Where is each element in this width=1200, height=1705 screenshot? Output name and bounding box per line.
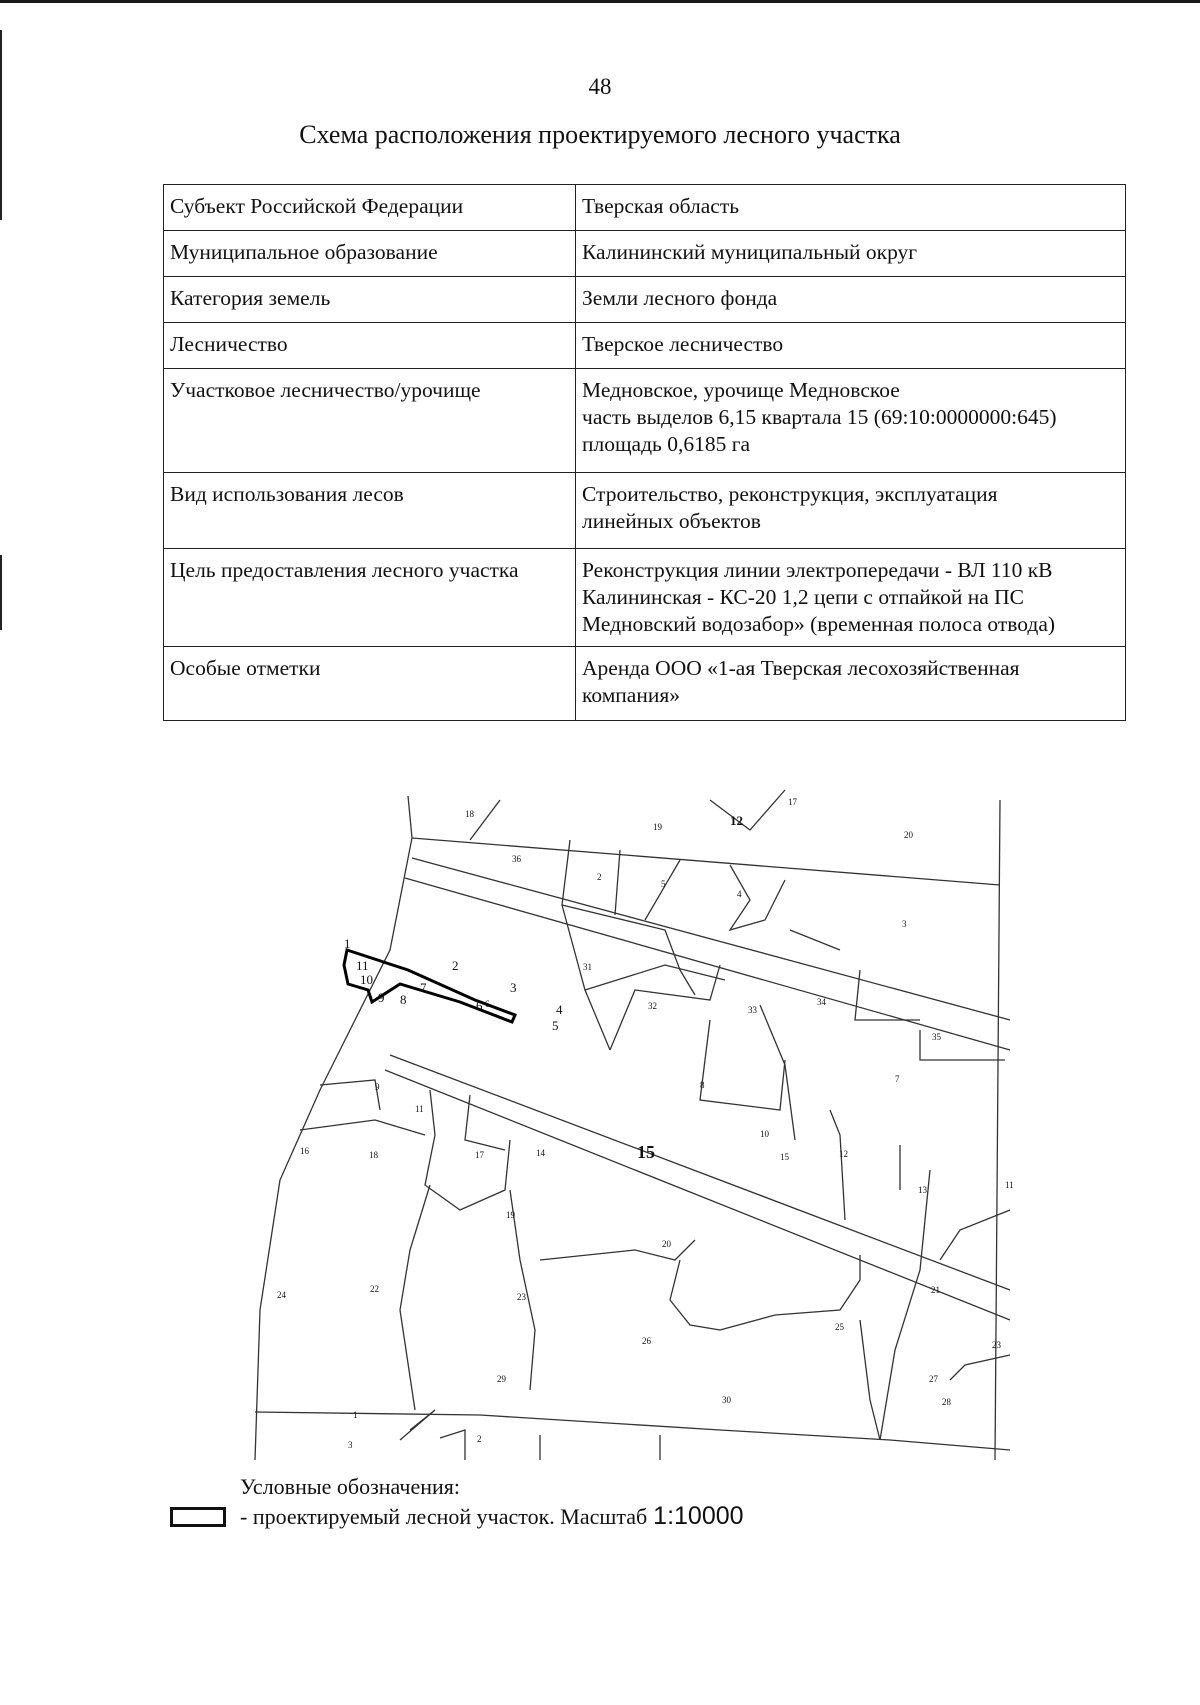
point-label: 9 — [378, 990, 385, 1005]
point-label: 2 — [452, 958, 459, 973]
table-value-line: Земли лесного фонда — [582, 286, 778, 310]
quarter-number-label: 15 — [637, 1142, 655, 1162]
plot-label: 3 — [902, 919, 907, 929]
legend-title: Условные обозначения: — [240, 1474, 461, 1499]
plot-label: 28 — [942, 1397, 951, 1407]
plot-label: 11 — [1005, 1180, 1014, 1190]
plot-label: 5 — [661, 879, 666, 889]
point-label: 6 — [476, 998, 483, 1013]
page-title: Схема расположения проектируемого лесного участка — [299, 120, 901, 149]
plot-label: 16 — [300, 1146, 309, 1156]
table-value-line: Медновское, урочище Медновское — [582, 378, 900, 402]
map-south-boundary — [255, 1412, 1010, 1450]
plot-label: 19 — [653, 822, 662, 832]
plot-label: 17 — [788, 797, 797, 807]
plot-label: 10 — [760, 1129, 769, 1139]
table-value-line: Калининская - КС-20 1,2 цепи с отпайкой на ПС — [582, 585, 1025, 609]
table-key-cell: Участковое лесничество/урочище — [164, 369, 576, 473]
table-value-line: Тверская область — [582, 194, 740, 218]
point-label: 10 — [360, 972, 373, 987]
table-key-cell: Особые отметки — [164, 647, 576, 721]
legend-item — [170, 1502, 744, 1531]
plot-label: 26 — [642, 1336, 651, 1346]
table-value-line: линейных объектов — [582, 509, 761, 533]
map-east-boundary — [995, 800, 1000, 1460]
table-value-cell — [576, 473, 1126, 549]
info-table — [163, 184, 1126, 721]
plot-label: 14 — [536, 1148, 545, 1158]
table-key-cell: Лесничество — [164, 323, 576, 369]
plot-label: 17 — [475, 1150, 484, 1160]
plot-label: 20 — [904, 830, 913, 840]
table-key-cell: Категория земель — [164, 277, 576, 323]
plot-label: 24 — [277, 1290, 286, 1300]
table-value-line: Калининский муниципальный округ — [582, 240, 918, 264]
corridor-south-edge — [405, 878, 1010, 1050]
plot-label: 30 — [722, 1395, 731, 1405]
table-row — [164, 369, 1126, 473]
table-value-line: Тверское лесничество — [582, 332, 784, 356]
table-value-cell — [576, 549, 1126, 647]
legend-scale: 1:10000 — [653, 1502, 744, 1530]
map-north-boundary — [412, 838, 1000, 885]
legend-plot-swatch — [170, 1507, 226, 1527]
table-row — [164, 473, 1126, 549]
plot-label: 27 — [929, 1374, 938, 1384]
plot-label: 11 — [415, 1104, 424, 1114]
plot-label: 31 — [583, 962, 592, 972]
legend-item-text: - проектируемый лесной участок. Масштаб — [240, 1503, 648, 1529]
plot-label: 32 — [648, 1001, 657, 1011]
table-value-cell — [576, 647, 1126, 721]
table-value-cell — [576, 277, 1126, 323]
table-value-line: компания» — [582, 683, 680, 707]
plot-label: 6 — [485, 999, 490, 1009]
table-value-line: часть выделов 6,15 квартала 15 (69:10:0000000:645) — [582, 405, 1057, 429]
table-row — [164, 647, 1126, 721]
table-row — [164, 323, 1126, 369]
table-value-line: площадь 0,6185 га — [582, 432, 751, 456]
plot-label: 25 — [835, 1322, 844, 1332]
plot-label: 33 — [748, 1005, 757, 1015]
point-label: 5 — [552, 1018, 559, 1033]
table-value-cell — [576, 323, 1126, 369]
plot-label: 36 — [512, 854, 521, 864]
plot-label: 1 — [353, 1410, 358, 1420]
point-label: 4 — [556, 1002, 563, 1017]
plot-label: 29 — [497, 1374, 506, 1384]
plot-label: 18 — [465, 809, 474, 819]
table-value-cell — [576, 369, 1126, 473]
table-value-line: Медновский водозабор» (временная полоса отвода) — [582, 612, 1056, 636]
table-row — [164, 231, 1126, 277]
plot-label: 18 — [369, 1150, 378, 1160]
point-label: 3 — [510, 980, 517, 995]
plot-label: 13 — [918, 1185, 927, 1195]
table-row — [164, 185, 1126, 231]
table-key-cell: Муниципальное образование — [164, 231, 576, 277]
table-value-cell — [576, 185, 1126, 231]
table-key-cell: Цель предоставления лесного участка — [164, 549, 576, 647]
plot-label: 35 — [932, 1032, 941, 1042]
plot-label: 8 — [700, 1080, 705, 1090]
plot-label: 23 — [992, 1340, 1001, 1350]
forest-map — [240, 790, 1014, 1460]
table-row — [164, 277, 1126, 323]
scan-edge-mark — [0, 555, 2, 630]
scan-top-border — [0, 0, 1200, 3]
plot-label: 20 — [662, 1239, 671, 1249]
plot-label: 23 — [517, 1292, 526, 1302]
table-key-cell: Вид использования лесов — [164, 473, 576, 549]
table-value-cell — [576, 231, 1126, 277]
point-label: 1 — [344, 936, 351, 951]
table-row — [164, 549, 1126, 647]
map-west-boundary — [255, 796, 412, 1460]
point-label: 8 — [400, 992, 407, 1007]
plot-label: 9 — [375, 1082, 380, 1092]
quarter-number-label: 12 — [730, 813, 743, 828]
table-value-line: Строительство, реконструкция, эксплуатация — [582, 482, 998, 506]
point-label: 7 — [420, 980, 427, 995]
table-key-cell: Субъект Российской Федерации — [164, 185, 576, 231]
page-number: 48 — [588, 74, 612, 99]
plot-label: 22 — [370, 1284, 379, 1294]
plot-label: 2 — [597, 872, 602, 882]
point-label: 11 — [356, 958, 369, 973]
corridor2-north-edge — [390, 1055, 1010, 1290]
plot-label: 21 — [931, 1285, 940, 1295]
plot-label: 34 — [817, 997, 826, 1007]
plot-label: 4 — [737, 889, 742, 899]
plot-label: 3 — [348, 1440, 353, 1450]
plot-label: 2 — [477, 1434, 482, 1444]
table-value-line: Реконструкция линии электропередачи - ВЛ 110 кВ — [582, 558, 1053, 582]
plot-label: 15 — [780, 1152, 789, 1162]
plot-label: 19 — [506, 1210, 515, 1220]
plot-label: 12 — [839, 1149, 848, 1159]
plot-label: 7 — [895, 1074, 900, 1084]
table-value-line: Аренда ООО «1-ая Тверская лесохозяйственная — [582, 656, 1020, 680]
